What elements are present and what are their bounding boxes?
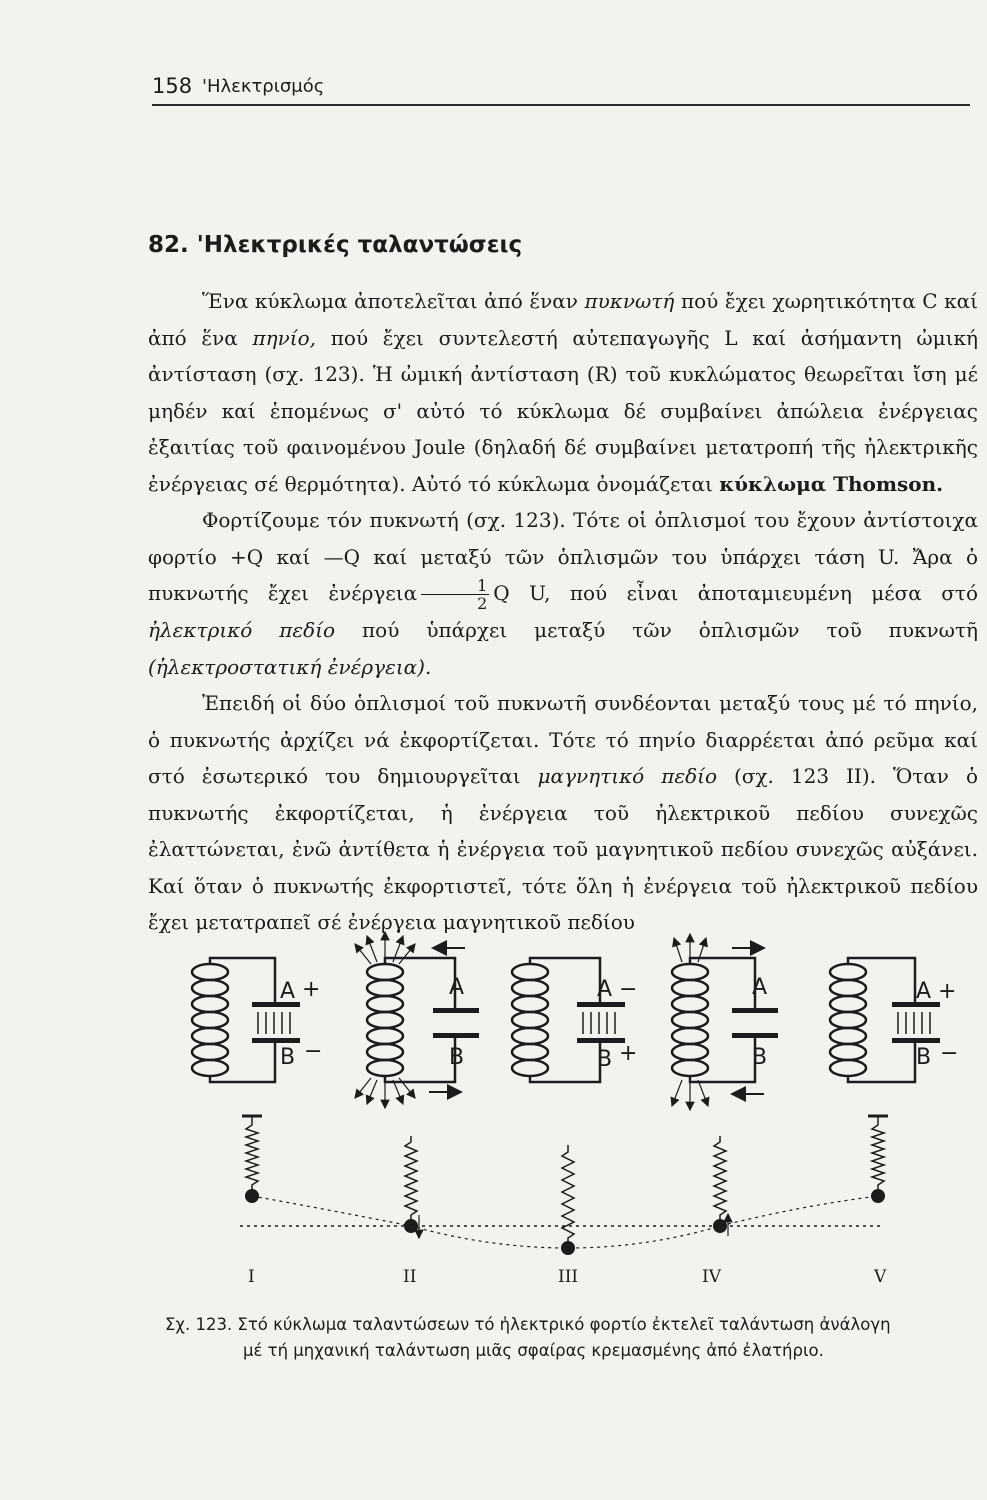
- caption-line-1: Σχ. 123. Στό κύκλωμα ταλαντώσεων τό ἠλεκτρικό φορτίο ἐκτελεῖ ταλάντωση ἀνάλογη: [165, 1315, 891, 1334]
- plus-sign: +: [619, 1041, 638, 1066]
- plate-b-label: B: [916, 1045, 932, 1070]
- plate-b-label: B: [280, 1045, 296, 1070]
- paragraph-1: Ἕνα κύκλωμα ἀποτελεῖται ἀπό ἕναν πυκνωτή πού ἔχει χωρητικότητα C καί ἀπό ἕνα πηνίο, πού ἔχει συντελεστή αὐτεπαγωγῆς L καί ἀσήμαντη ὠμική ἀντίσταση (σχ. 123). Ἡ ὠμική ἀντίσταση (R) τοῦ κυκλώματος θεωρεῖται ἴση μέ μηδέν καί ἑπομένως σ' αὐτό τό κύκλωμα δέ συμβαίνει ἀπώλεια ἐνέργειας ἐξαιτίας τοῦ φαινομένου Joule (δηλαδή δέ συμβαίνει μετατροπή τῆς ἠλεκτρικῆς ἐνέργειας σέ θερμότητα). Αὐτό τό κύκλωμα ὀνομάζεται κύκλωμα Thomson.: [148, 289, 978, 496]
- plate-b-label: B: [597, 1047, 613, 1072]
- spring-icon: [868, 1116, 888, 1192]
- section-title: 82. 'Ηλεκτρικές ταλαντώσεις: [148, 232, 523, 258]
- circuit-panel-1: [192, 958, 322, 1287]
- plus-sign: +: [302, 977, 321, 1002]
- spring-icon: [405, 1136, 417, 1222]
- paragraph-3: Ἐπειδή οἱ δύο ὁπλισμοί τοῦ πυκνωτῆ συνδέονται μεταξύ τους μέ τό πηνίο, ὁ πυκνωτής ἀρχίζει νά ἐκφορτίζεται. Τότε τό πηνίο διαρρέεται ἀπό ρεῦμα καί στό ἐσωτερικό του δημιουργεῖται μαγνητικό πεδίο (σχ. 123 II). Ὅταν ὁ πυκνωτής ἐκφορτίζεται, ἡ ἐνέργεια τοῦ ἠλεκτρικοῦ πεδίου συνεχῶς ἐλαττώνεται, ἐνῶ ἀντίθετα ἡ ἐνέργεια τοῦ μαγνητικοῦ πεδίου συνεχῶς αὐξάνει. Καί ὅταν ὁ πυκνωτής ἐκφορτιστεῖ, τότε ὅλη ἡ ἐνέργεια τοῦ ἠλεκτρικοῦ πεδίου ἔχει μετατραπεῖ σέ ἐνέργεια μαγνητικοῦ πεδίου: [148, 691, 978, 934]
- panel-label-1: I: [248, 1267, 255, 1287]
- plate-a-label: A: [280, 979, 296, 1004]
- circuit-panel-3: [512, 958, 637, 1287]
- coil-icon: [367, 958, 455, 1082]
- spring-icon: [714, 1136, 726, 1222]
- plate-a-label: A: [449, 975, 465, 1000]
- paragraph-2: Φορτίζουμε τόν πυκνωτή (σχ. 123). Τότε οἱ ὁπλισμοί του ἔχουν ἀντίστοιχα φορτίο +Q καί —Q καί μεταξύ τῶν ὁπλισμῶν του ὑπάρχει τάση U. Ἄρα ὁ πυκνωτής ἔχει ἐνέργεια $\frac{1}{2}$ Q U, πού εἶναι ἀποταμιευμένη μέσα στό ἠλεκτρικό πεδίο πού ὑπάρχει μεταξύ τῶν ὁπλισμῶν τοῦ πυκνωτῆ (ἠλεκτροστατική ἐνέργεια).: [148, 508, 978, 679]
- thomson-term: κύκλωμα Thomson.: [719, 471, 944, 496]
- capacitor-icon: [252, 1002, 300, 1043]
- panel-label-5: V: [874, 1267, 887, 1287]
- plate-a-label: A: [752, 975, 768, 1000]
- panel-label-3: III: [558, 1267, 579, 1287]
- body-text: [148, 283, 978, 941]
- panel-label-4: IV: [702, 1267, 721, 1287]
- ball-icon: [871, 1189, 885, 1203]
- plate-b-label: B: [449, 1045, 465, 1070]
- plate-a-label: A: [597, 977, 613, 1002]
- plate-a-label: A: [916, 979, 932, 1004]
- minus-sign: −: [304, 1039, 323, 1064]
- circuit-panel-5: [830, 958, 958, 1287]
- figure-123: [180, 930, 980, 1310]
- running-head: 'Ηλεκτρισμός: [202, 76, 325, 97]
- minus-sign: −: [940, 1041, 959, 1066]
- fraction-one-half: $\frac{1}{2}$: [421, 577, 489, 612]
- coil-icon: [512, 958, 600, 1082]
- capacitor-icon: [892, 1002, 940, 1043]
- page-number: 158: [152, 74, 193, 98]
- panel-label-2: II: [403, 1267, 417, 1287]
- page-header: [152, 72, 970, 106]
- figure-caption: [165, 1312, 985, 1364]
- capacitor-icon: [577, 1002, 625, 1043]
- coil-icon: [830, 958, 915, 1082]
- ball-trajectory: [252, 1196, 878, 1248]
- circuit-panel-2: [355, 932, 479, 1287]
- coil-icon: [192, 958, 275, 1082]
- minus-sign: −: [619, 977, 638, 1002]
- plus-sign: +: [938, 979, 957, 1004]
- spring-icon: [242, 1116, 262, 1192]
- spring-icon: [562, 1145, 574, 1244]
- coil-icon: [672, 958, 755, 1082]
- caption-line-2: μέ τή μηχανική ταλάντωση μιᾶς σφαίρας κρεμασμένης ἀπό ἐλατήριο.: [243, 1341, 824, 1360]
- plate-b-label: B: [752, 1045, 768, 1070]
